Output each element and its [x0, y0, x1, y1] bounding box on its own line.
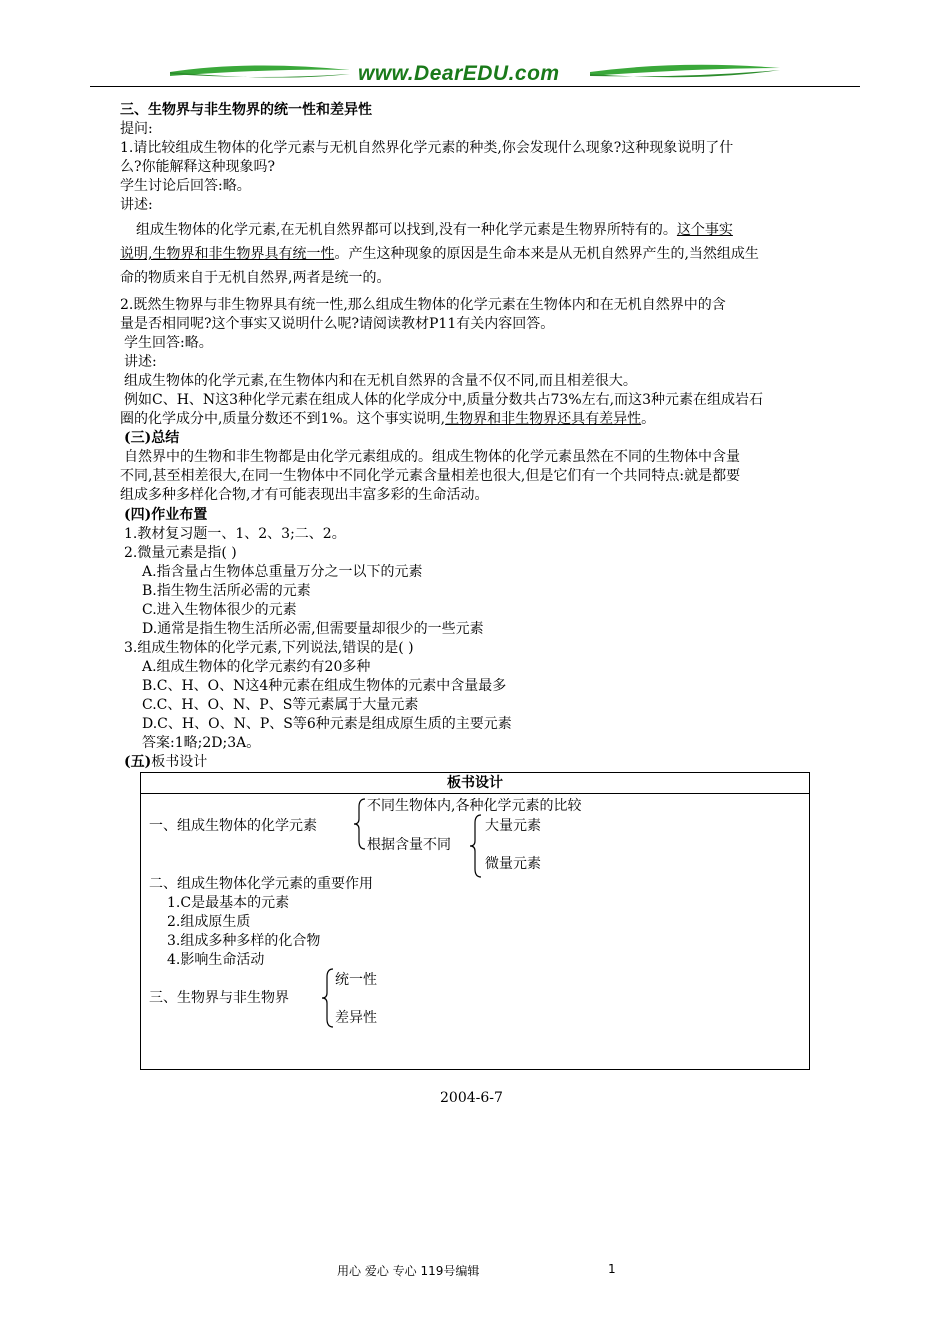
homework-item1: 1.教材复习题一、1、2、3;二、2。: [124, 526, 346, 542]
summary-heading: (三)总结: [124, 430, 180, 446]
homework-item3-option-a: A.组成生物体的化学元素约有20多种: [142, 659, 371, 675]
homework-item2-option-d: D.通常是指生物生活所必需,但需要量却很少的一些元素: [142, 621, 484, 637]
ask-label: 提问:: [120, 121, 153, 137]
question1-line2: 么?你能解释这种现象吗?: [120, 159, 276, 175]
brace-icon: [469, 813, 483, 879]
explain-label: 讲述:: [120, 197, 153, 213]
board-row2-item3: 3.组成多种多样的化合物: [167, 933, 321, 949]
board-row3-branch1: 统一性: [335, 972, 377, 988]
board-row1: 一、组成生物体的化学元素: [149, 818, 317, 834]
homework-item3-option-c: C.C、H、O、N、P、S等元素属于大量元素: [142, 697, 419, 713]
homework-item2: 2.微量元素是指( ): [124, 545, 237, 561]
board-row3: 三、生物界与非生物界: [149, 990, 289, 1006]
question2-line1: 2.既然生物界与非生物界具有统一性,那么组成生物体的化学元素在生物体内和在无机自然界中的含: [120, 297, 726, 313]
summary-line3: 组成多种多样化合物,才有可能表现出丰富多彩的生命活动。: [120, 487, 489, 503]
footer-text: 用心 爱心 专心 119号编辑: [337, 1264, 480, 1278]
paragraph1-underline: 这个事实: [676, 222, 733, 238]
summary-line1: 自然界中的生物和非生物都是由化学元素组成的。组成生物体的化学元素虽然在不同的生物体中含量: [124, 449, 740, 465]
board-row1-branch1: 不同生物体内,各种化学元素的比较: [367, 798, 582, 814]
board-heading: [124, 753, 864, 772]
paragraph2-line2: 例如C、H、N这3种化学元素在组成人体的化学成分中,质量分数共占73%左右,而这3种元素在组成岩石: [124, 392, 764, 408]
homework-item2-option-b: B.指生物生活所必需的元素: [142, 583, 311, 599]
paragraph1-text2: 。产生这种现象的原因是生命本来是从无机自然界产生的,当然组成生: [334, 246, 759, 262]
board-heading-prefix: (五): [124, 754, 152, 770]
board-row2-item4: 4.影响生命活动: [167, 952, 265, 968]
paragraph2-text: 圈的化学成分中,质量分数还不到1%。这个事实说明,: [120, 411, 446, 427]
homework-item2-option-a: A.指含量占生物体总重量万分之一以下的元素: [142, 564, 423, 580]
paragraph2-line1: 组成生物体的化学元素,在生物体内和在无机自然界的含量不仅不同,而且相差很大。: [124, 373, 637, 389]
paragraph1-text: 组成生物体的化学元素,在无机自然界都可以找到,没有一种化学元素是生物界所特有的。: [136, 222, 677, 238]
paragraph2-end: 。: [641, 411, 656, 427]
header-rule: [90, 86, 860, 87]
question2-line2: 量是否相同呢?这个事实又说明什么呢?请阅读教材P11有关内容回答。: [120, 316, 555, 332]
document-date: 2004-6-7: [440, 1090, 503, 1106]
paragraph1-underline2: 说明,生物界和非生物界具有统一性: [120, 246, 335, 262]
board-row3-branch2: 差异性: [335, 1010, 377, 1026]
homework-item2-option-c: C.进入生物体很少的元素: [142, 602, 297, 618]
board-row2-item1: 1.C是最基本的元素: [167, 895, 290, 911]
section3-heading: 三、生物界与非生物界的统一性和差异性: [120, 102, 372, 118]
board-heading-text: 板书设计: [151, 754, 208, 770]
homework-heading: (四)作业布置: [124, 507, 208, 523]
board-row1-branch2: 根据含量不同: [367, 837, 451, 853]
brace-icon: [353, 797, 367, 851]
homework-item3-option-d: D.C、H、O、N、P、S等6种元素是组成原生质的主要元素: [142, 716, 512, 732]
homework-item3-option-b: B.C、H、O、N这4种元素在组成生物体的元素中含量最多: [142, 678, 507, 694]
site-logo-text: www.DearEDU.com: [358, 62, 560, 85]
board-design-table: [140, 772, 810, 1070]
paragraph1-line2: [120, 242, 860, 266]
homework-answers: 答案:1略;2D;3A。: [142, 735, 261, 751]
summary-line2: 不同,甚至相差很大,在同一生物体中不同化学元素含量相差也很大,但是它们有一个共同特点:就是都要: [120, 468, 741, 484]
board-design-title: 板书设计: [141, 773, 809, 794]
answer2: 学生回答:略。: [124, 335, 213, 351]
board-row1-sub2: 微量元素: [485, 856, 541, 872]
homework-item3: 3.组成生物体的化学元素,下列说法,错误的是( ): [124, 640, 414, 656]
page-number: 1: [608, 1262, 616, 1276]
answer1: 学生讨论后回答:略。: [120, 178, 251, 194]
paragraph1-line1: [136, 218, 876, 242]
board-row1-sub1: 大量元素: [485, 818, 541, 834]
paragraph2-underline: 生物界和非生物界还具有差异性: [445, 411, 642, 427]
explain-label2: 讲述:: [124, 354, 157, 370]
paragraph2-line3: [120, 410, 860, 429]
board-row2: 二、组成生物体化学元素的重要作用: [149, 876, 373, 892]
brace-icon: [321, 967, 335, 1029]
paragraph1-line3: 命的物质来自于无机自然界,两者是统一的。: [120, 270, 391, 286]
question1-line1: 1.请比较组成生物体的化学元素与无机自然界化学元素的种类,你会发现什么现象?这种现象说明了什: [120, 140, 734, 156]
board-row2-item2: 2.组成原生质: [167, 914, 251, 930]
